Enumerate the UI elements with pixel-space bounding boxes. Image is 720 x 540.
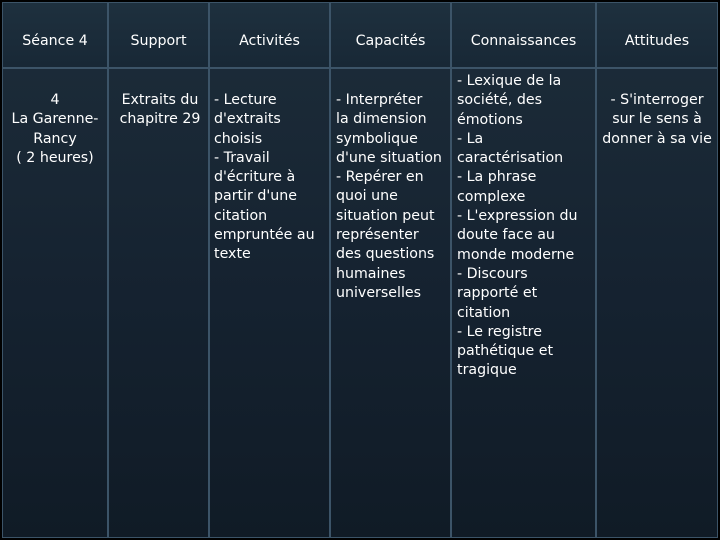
- header-activites: Activités: [209, 2, 330, 68]
- activites-line: texte: [214, 246, 251, 263]
- support-line: Extraits du: [121, 92, 199, 108]
- attitudes-line: - S'interroger: [610, 92, 704, 108]
- lesson-table: [2, 2, 718, 538]
- connaissances-line: - Discours: [457, 265, 528, 282]
- capacites-line: humaines: [336, 265, 406, 282]
- activites-line: d'extraits: [214, 111, 281, 128]
- capacites-line: symbolique: [336, 130, 418, 147]
- cell-connaissances: [451, 68, 596, 538]
- capacites-line: - Repérer en: [336, 169, 424, 186]
- header-capacites: Capacités: [330, 2, 451, 68]
- cell-attitudes: [596, 68, 718, 538]
- connaissances-line: citation: [457, 304, 511, 321]
- activites-line: citation: [214, 207, 268, 224]
- capacites-line: - Interpréter: [336, 92, 423, 108]
- attitudes-line: sur le sens à: [612, 111, 702, 128]
- header-attitudes: Attitudes: [596, 2, 718, 68]
- capacites-line: situation peut: [336, 207, 435, 224]
- capacites-line: universelles: [336, 284, 422, 301]
- header-connaissances: Connaissances: [451, 2, 596, 68]
- connaissances-line: émotions: [457, 111, 523, 128]
- connaissances-line: - Le registre: [457, 323, 542, 340]
- connaissances-line: caractérisation: [457, 150, 564, 167]
- connaissances-line: pathétique et: [457, 343, 554, 360]
- seance-line: La Garenne-: [11, 111, 99, 128]
- connaissances-line: rapporté et: [457, 285, 538, 302]
- connaissances-line: doute face au: [457, 227, 555, 244]
- cell-capacites: [330, 68, 451, 538]
- header-seance: Séance 4: [2, 2, 108, 68]
- capacites-line: des questions: [336, 246, 435, 263]
- cell-support: [108, 68, 209, 538]
- connaissances-line: tragique: [457, 362, 517, 379]
- cell-activites: [209, 68, 330, 538]
- capacites-line: la dimension: [336, 111, 427, 128]
- cell-seance: [2, 68, 108, 538]
- capacites-line: représenter: [336, 227, 419, 244]
- activites-line: partir d'une: [214, 188, 297, 205]
- connaissances-line: - Lexique de la: [457, 73, 562, 89]
- seance-line: 4: [50, 92, 60, 108]
- connaissances-line: complexe: [457, 188, 526, 205]
- connaissances-line: monde moderne: [457, 246, 575, 263]
- connaissances-line: - L'expression du: [457, 208, 578, 225]
- attitudes-line: donner à sa vie: [602, 130, 712, 147]
- seance-line: ( 2 heures): [16, 149, 94, 166]
- activites-line: - Travail: [214, 149, 270, 166]
- activites-line: d'écriture à: [214, 169, 296, 186]
- connaissances-line: société, des: [457, 92, 542, 109]
- activites-line: empruntée au: [214, 227, 315, 244]
- header-support: Support: [108, 2, 209, 68]
- activites-line: choisis: [214, 130, 263, 147]
- activites-line: - Lecture: [214, 92, 277, 108]
- connaissances-line: - La: [457, 130, 484, 147]
- support-line: chapitre 29: [119, 111, 201, 128]
- capacites-line: d'une situation: [336, 149, 442, 166]
- capacites-line: quoi une: [336, 188, 398, 205]
- connaissances-line: - La phrase: [457, 169, 537, 186]
- seance-line: Rancy: [33, 130, 77, 147]
